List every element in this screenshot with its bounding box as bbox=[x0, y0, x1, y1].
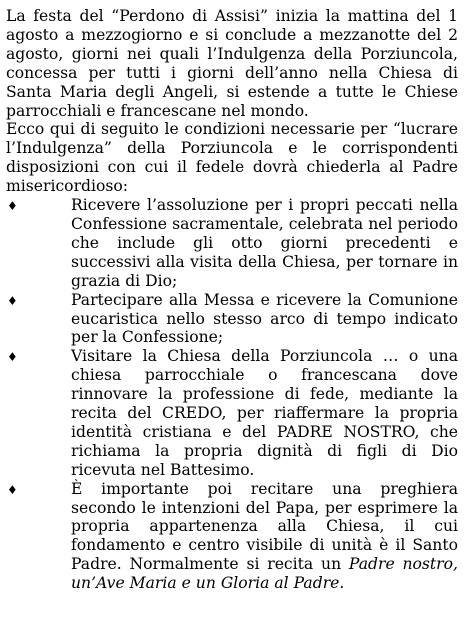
list-item-text: Ricevere l’assoluzione per i propri peccati nella Confessione sacramentale, celebrata nel periodo che include gli otto giorni precedenti e successivi alla visita della Chiesa, per tornare in grazia di Dio; bbox=[71, 196, 458, 290]
diamond-bullet-icon: ♦ bbox=[7, 482, 18, 497]
list-item-text: È importante poi recitare una preghiera secondo le intenzioni del Papa, per esprimere la propria appartenenza alla Chiesa, il cui fondamento e centro visibile di unità è il Santo Padre. Normalmente si recita un bbox=[71, 479, 458, 574]
list-item bbox=[6, 196, 458, 291]
diamond-bullet-icon: ♦ bbox=[7, 293, 18, 308]
conditions-list bbox=[6, 196, 458, 593]
list-item bbox=[6, 347, 458, 479]
diamond-bullet-icon: ♦ bbox=[7, 199, 18, 214]
list-item-text: Visitare la Chiesa della Porziuncola … o una chiesa parrocchiale o francescana dove rinnovare la professione di fede, mediante la recita del CREDO, per riaffermare la propria identità cristiana e del PADRE NOSTRO, che richiama la propria dignità di figli di Dio ricevuta nel Battesimo. bbox=[71, 347, 458, 479]
list-item bbox=[6, 480, 458, 593]
document-page bbox=[6, 7, 458, 593]
intro-paragraph-2: Ecco qui di seguito le condizioni necessarie per “lucrare l’Indulgenza” della Porziuncola e le corrispondenti disposizioni con cui il fedele dovrà chiederla al Padre misericordioso: bbox=[6, 120, 458, 196]
intro-paragraph-1: La festa del “Perdono di Assisi” inizia la mattina del 1 agosto a mezzogiorno e si conclude a mezzanotte del 2 agosto, giorni nei quali l’Indulgenza della Porziuncola, concessa per tutti i giorni dell’anno nella Chiesa di Santa Maria degli Angeli, si estende a tutte le Chiese parrocchiali e francescane nel mondo. bbox=[6, 7, 458, 120]
diamond-bullet-icon: ♦ bbox=[7, 350, 18, 365]
list-item bbox=[6, 291, 458, 348]
prayers-italic-text: Padre nostro, un’Ave Maria e un Gloria al Padre. bbox=[71, 555, 458, 593]
list-item-text: Partecipare alla Messa e ricevere la Comunione eucaristica nello stesso arco di tempo indicato per la Confessione; bbox=[71, 290, 458, 347]
